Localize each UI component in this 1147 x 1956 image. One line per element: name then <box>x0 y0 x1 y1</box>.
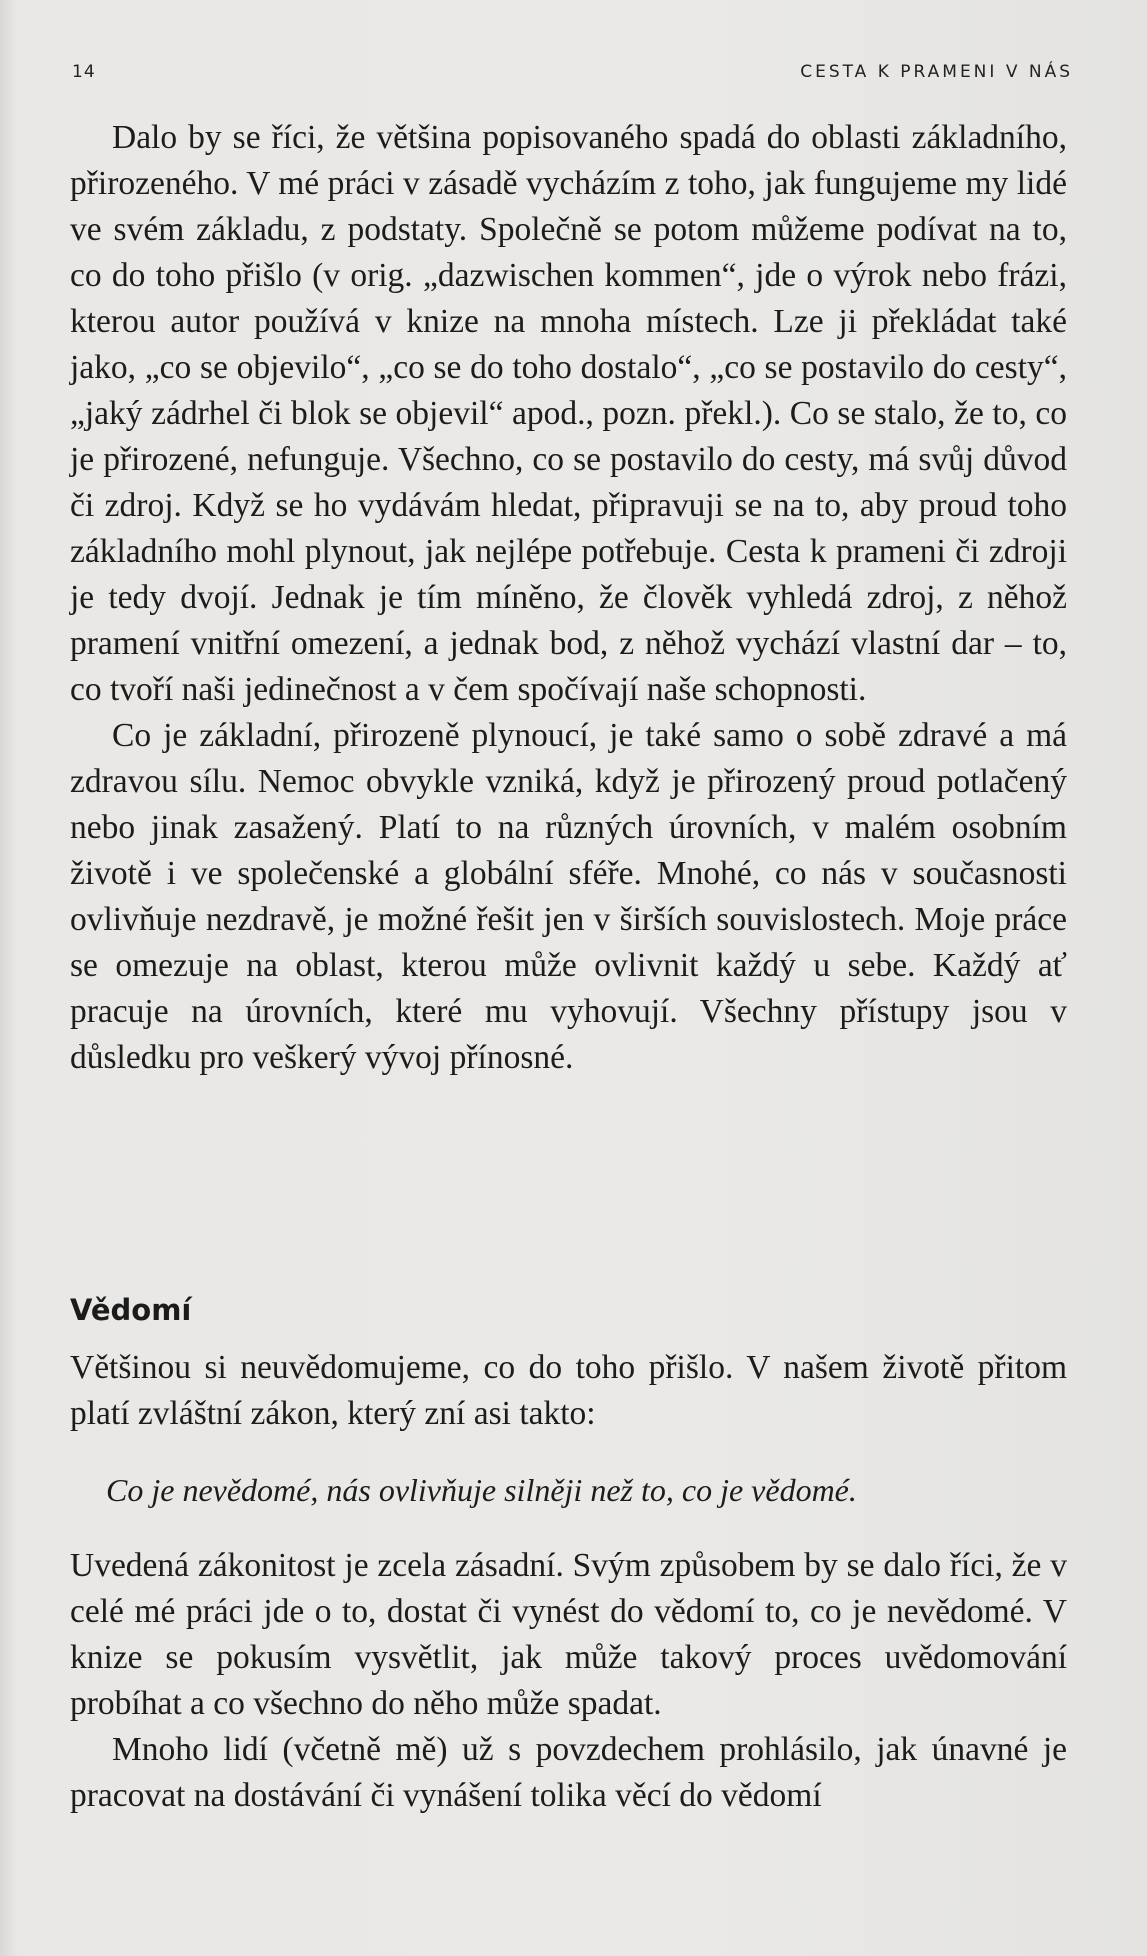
section-text <box>70 1345 1067 1819</box>
section-paragraph-2: Mnoho lidí (včetně mě) už s povzdechem prohlásilo, jak únavné je pracovat na dostávání či vynášení tolika věcí do vědomí <box>70 1731 1067 1814</box>
section-quote: Co je nevědomé, nás ovlivňuje silněji než to, co je vědomé. <box>106 1472 857 1508</box>
body-text <box>70 115 1067 1081</box>
section-intro: Většinou si neuvědomujeme, co do toho přišlo. V našem životě přitom platí zvláštní zákon, který zní asi takto: <box>70 1349 1067 1432</box>
section-heading: Vědomí <box>70 1293 192 1327</box>
paragraph-2: Co je základní, přirozeně plynoucí, je také samo o sobě zdravé a má zdravou sílu. Nemoc obvykle vzniká, když je přirozený proud potlačený nebo jinak zasažený. Platí to na různých úrovních, v malém osobním životě i ve společenské a globální sféře. Mnohé, co nás v současnosti ovlivňuje nezdravě, je možné řešit jen v širších souvislostech. Moje práce se omezuje na oblast, kterou může ovlivnit každý u sebe. Každý ať pracuje na úrovních, které mu vyhovují. Všechny přístupy jsou v důsledku pro veškerý vývoj přínosné. <box>70 717 1067 1076</box>
page-header <box>72 62 1073 86</box>
paragraph-1: Dalo by se říci, že většina popisovaného spadá do oblasti základního, přirozeného. V mé práci v zásadě vycházím z toho, jak fungujeme my lidé ve svém základu, z podstaty. Společně se potom můžeme podívat na to, co do toho přišlo (v orig. „dazwischen kommen“, jde o výrok nebo frázi, kterou autor používá v knize na mnoha místech. Lze ji překládat také jako, „co se objevilo“, „co se do toho dostalo“, „co se postavilo do cesty“, „jaký zádrhel či blok se objevil“ apod., pozn. překl.). Co se stalo, že to, co je přirozené, nefunguje. Všechno, co se postavilo do cesty, má svůj důvod či zdroj. Když se ho vydávám hledat, připravuji se na to, aby proud toho základního mohl plynout, jak nejlépe potřebuje. Cesta k prameni či zdroji je tedy dvojí. Jednak je tím míněno, že člověk vyhledá zdroj, z něhož pramení vnitřní omezení, a jednak bod, z něhož vychází vlastní dar – to, co tvoří naši jedinečnost a v čem spočívají naše schopnosti. <box>70 119 1067 708</box>
running-title: CESTA K PRAMENI V NÁS <box>800 62 1073 82</box>
section-paragraph-1: Uvedená zákonitost je zcela zásadní. Svým způsobem by se dalo říci, že v celé mé práci jde o to, dostat či vynést do vědomí to, co je nevědomé. V knize se pokusím vysvětlit, jak může takový proces uvědomování probíhat a co všechno do něho může spadat. <box>70 1547 1067 1722</box>
page-number: 14 <box>72 62 96 82</box>
